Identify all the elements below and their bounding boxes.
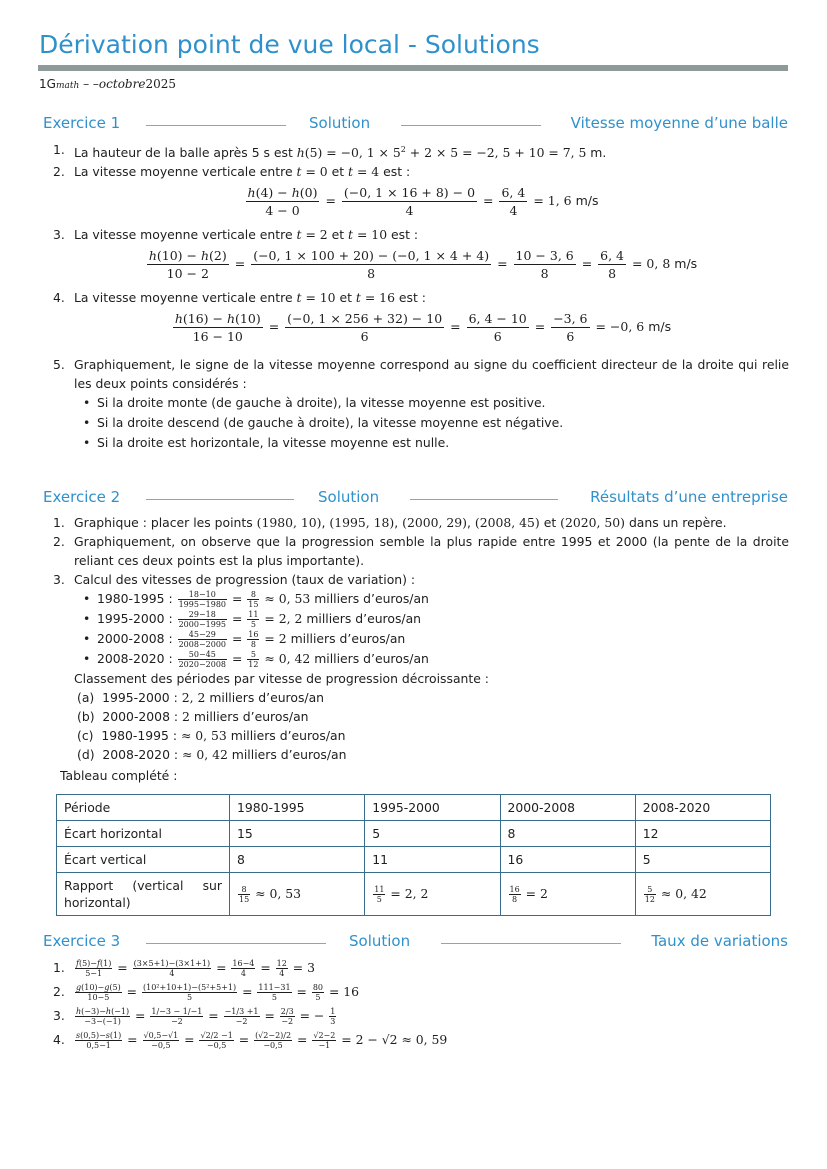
table-cell: 16 [500,847,635,873]
ex3-item-2: 2. $\frac{g(10)-g(5)}{10-5}$ = $\frac{\text{(10²+10+1)−(5²+5+1)}}{5}$ = $\frac{111-31}{5}$ = $\frac{80}{5}$ = 16 [53,983,360,1002]
table-cell: 5 [365,821,500,847]
table-cell: $\frac{5}{12}$ ≈ 0, 42 [635,873,770,916]
table-cell: $\frac{8}{15}$ ≈ 0, 53 [230,873,365,916]
exercise-1-solution-label: Solution [309,114,371,132]
rate-item: • 2008-2020 : $\frac{50-45}{2020-2008}$ = $\frac{5}{12}$ ≈ 0, 42 milliers d’euros/an [83,649,789,669]
ex1-equation-2: $\frac{h(4) - h(0)}{4 - 0}$ = $\frac{(-0, 1 \times 16 + 8) - 0}{4}$ = $\frac{6, 4}{4}$ = 1, 6 m/s [247,185,599,219]
table-cell: Rapport (vertical sur horizontal) [57,873,230,916]
rate-item: • 1980-1995 : $\frac{18-10}{1995-1980}$ = $\frac{8}{15}$ ≈ 0, 53 milliers d’euros/an [83,589,789,609]
exercise-2-label: Exercice 2 [43,488,121,506]
ex3-item-4: 4. $\frac{s(0,5)-s(1)}{0,5-1}$ = $\frac{√0,5-√1}{-0,5}$ = $\frac{√2/2 -1}{-0,5}$ = $\frac{(√2-2)/2}{-0,5}$ = $\frac{√2-2}{-1}$ = 2 − √2 ≈ 0, 59 [53,1031,448,1050]
ex1-item-1: 1. La hauteur de la balle après 5 s est h(5) = −0, $1 \times 5^2 + 2 \times 5 = -2$, 5 + 10 = 7, 5 m. [53,142,607,161]
classement-label: Classement des périodes par vitesse de progression décroissante : [74,671,489,686]
ex2-rates [53,589,789,669]
table-cell: Écart vertical [57,847,230,873]
exercise-3-body [53,956,789,1052]
ex1-item-4: 4. La vitesse moyenne verticale entre t = 10 et t = 16 est : [53,290,426,306]
exercise-3-header [43,932,788,952]
ex1-item-2: 2. La vitesse moyenne verticale entre t = 0 et t = 4 est : [53,164,411,180]
exercise-3-topic: Taux de variations [651,932,788,950]
page-title: Dérivation point de vue local - Solutions [39,30,540,59]
ex2-item-2: 2. Graphiquement, on observe que la progression semble la plus rapide entre 1995 et 2000 (la pente de la droite reliant ces deux points est la plus importante). [53,534,789,568]
table-row [57,873,771,916]
results-table [56,794,771,916]
exercise-2-body [53,513,789,785]
exercise-3-label: Exercice 3 [43,932,121,950]
table-cell: 5 [635,847,770,873]
table-cell: $\frac{11}{5}$ = 2, 2 [365,873,500,916]
table-cell: 8 [230,847,365,873]
table-cell: 12 [635,821,770,847]
classement-item: (b) 2000-2008 : 2 milliers d’euros/an [77,709,309,724]
exercise-2-solution-label: Solution [318,488,380,506]
ex1-bullet: • Si la droite est horizontale, la vitesse moyenne est nulle. [83,433,789,453]
ex2-item-1: 1. Graphique : placer les points (1980, 10), (1995, 18), (2000, 29), (2008, 45) et (2020, 50) dans un repère. [53,515,727,530]
table-cell: 15 [230,821,365,847]
ex1-item-5: 5. Graphiquement, le signe de la vitesse moyenne correspond au signe du coefficient directeur de la droite qui relie les deux points considérés : [53,357,789,392]
table-row [57,821,771,847]
table-cell: Écart horizontal [57,821,230,847]
classement-item: (c) 1980-1995 : ≈ 0, 53 milliers d’euros/an [77,728,346,743]
title-rule [38,65,788,71]
ex1-bullets [53,393,789,453]
ex3-item-3: 3. $\frac{h(-3)-h(-1)}{-3-(-1)}$ = $\frac{1/-3 - 1/-1}{-2}$ = $\frac{-1/3 +1}{-2}$ = $\frac{2/3}{-2}$ = − $\frac{1}{3}$ [53,1007,336,1026]
table-header-row [57,795,771,821]
table-header-cell: 2008-2020 [635,795,770,821]
classement-list [53,688,789,764]
exercise-1-header [43,114,788,134]
table-header-cell: 2000-2008 [500,795,635,821]
exercise-3-solution-label: Solution [349,932,411,950]
exercise-1-label: Exercice 1 [43,114,121,132]
ex1-equation-3: $\frac{h(10) - h(2)}{10 - 2}$ = $\frac{(-0, 1 \times 100 + 20) - (-0, 1 \times 4 + 4)}{8}$ = $\frac{10 - 3, 6}{8}$ = $\frac{6, 4}{8}$ = 0, 8 m/s [148,248,698,282]
rate-item: • 1995-2000 : $\frac{29-18}{2000-1995}$ = $\frac{11}{5}$ = 2, 2 milliers d’euros/an [83,609,789,629]
table-header-cell: 1980-1995 [230,795,365,821]
ex1-equation-4: $\frac{h(16) - h(10)}{16 - 10}$ = $\frac{(-0, 1 \times 256 + 32) - 10}{6}$ = $\frac{6, 4 - 10}{6}$ = $\frac{-3, 6}{6}$ = −0, 6 m/s [174,311,672,345]
ex1-bullet: • Si la droite monte (de gauche à droite), la vitesse moyenne est positive. [83,393,789,413]
table-cell: $\frac{16}{8}$ = 2 [500,873,635,916]
ex3-item-1: 1. $\frac{f(5)-f(1)}{5-1}$ = $\frac{(3\times 5+1)-(3\times 1+1)}{4}$ = $\frac{16-4}{4}$ = $\frac{12}{4}$ = 3 [53,959,315,978]
classement-item: (a) 1995-2000 : 2, 2 milliers d’euros/an [77,690,325,705]
table-row [57,847,771,873]
table-cell: 8 [500,821,635,847]
exercise-2-topic: Résultats d’une entreprise [590,488,788,506]
exercise-1-body [53,140,789,453]
table-header-cell: 1995-2000 [365,795,500,821]
ex1-item-3: 3. La vitesse moyenne verticale entre t = 2 et t = 10 est : [53,227,419,243]
ex1-bullet: • Si la droite descend (de gauche à droite), la vitesse moyenne est négative. [83,413,789,433]
table-label: Tableau complété : [60,768,178,783]
rate-item: • 2000-2008 : $\frac{45-29}{2008-2000}$ = $\frac{16}{8}$ = 2 milliers d’euros/an [83,629,789,649]
exercise-2-header [43,488,788,508]
page-subtitle: 1Gmath – –octobre2025 [39,77,176,91]
classement-item: (d) 2008-2020 : ≈ 0, 42 milliers d’euros/an [77,747,347,762]
table-header-cell: Période [57,795,230,821]
ex2-item-3: 3. Calcul des vitesses de progression (taux de variation) : [53,572,416,587]
exercise-1-topic: Vitesse moyenne d’une balle [570,114,788,132]
table-cell: 11 [365,847,500,873]
